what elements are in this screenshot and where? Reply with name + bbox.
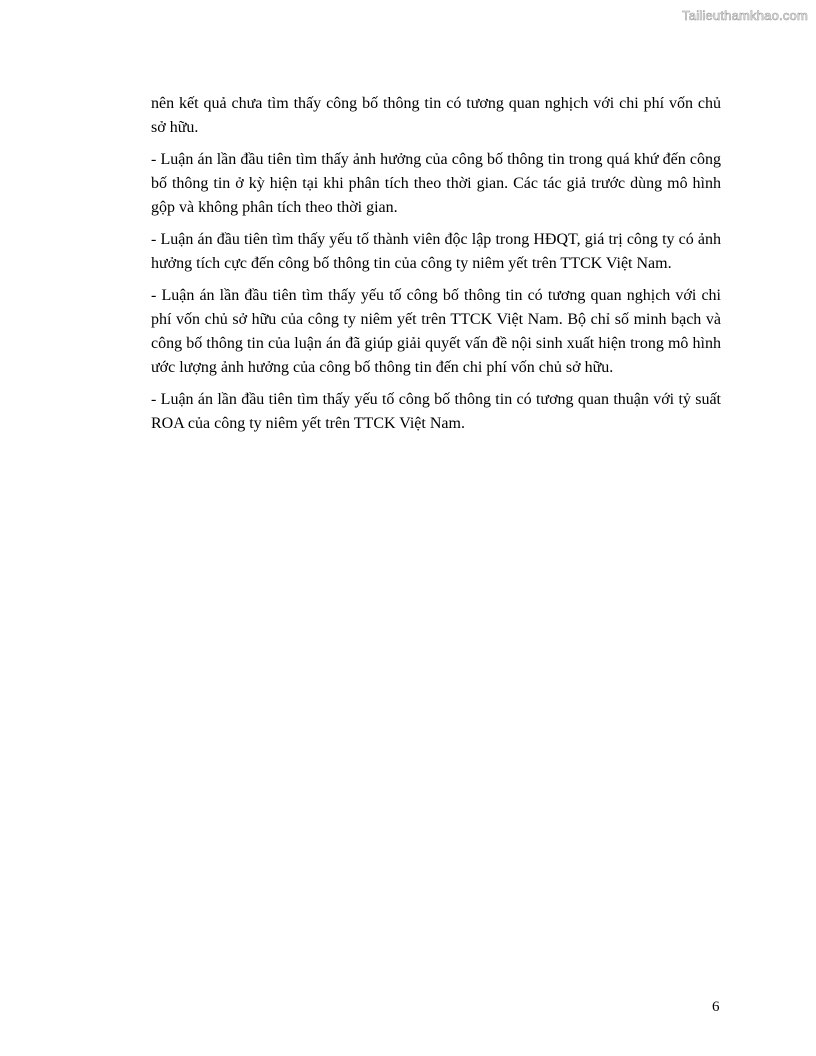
body-text: [151, 92, 721, 444]
paragraph-4: - Luận án lần đầu tiên tìm thấy yếu tố công bố thông tin có tương quan nghịch với chi phí vốn chủ sở hữu của công ty niêm yết trên TTCK Việt Nam. Bộ chỉ số minh bạch và công bố thông tin của luận án đã giúp giải quyết vấn đề nội sinh xuất hiện trong mô hình ước lượng ảnh hưởng của công bố thông tin đến chi phí vốn chủ sở hữu.: [151, 287, 721, 376]
page-number: 6: [712, 999, 720, 1015]
paragraph-5: - Luận án lần đầu tiên tìm thấy yếu tố công bố thông tin có tương quan thuận với tỷ suất ROA của công ty niêm yết trên TTCK Việt Nam.: [151, 391, 721, 432]
paragraph-2: - Luận án lần đầu tiên tìm thấy ảnh hưởng của công bố thông tin trong quá khứ đến công bố thông tin ở kỳ hiện tại khi phân tích theo thời gian. Các tác giả trước dùng mô hình gộp và không phân tích theo thời gian.: [151, 151, 721, 216]
watermark: Tailieuthamkhao.com: [682, 8, 808, 23]
paragraph-1: nên kết quả chưa tìm thấy công bố thông tin có tương quan nghịch với chi phí vốn chủ sở hữu.: [151, 95, 721, 136]
paragraph-3: - Luận án đầu tiên tìm thấy yếu tố thành viên độc lập trong HĐQT, giá trị công ty có ảnh hưởng tích cực đến công bố thông tin của công ty niêm yết trên TTCK Việt Nam.: [151, 231, 721, 272]
